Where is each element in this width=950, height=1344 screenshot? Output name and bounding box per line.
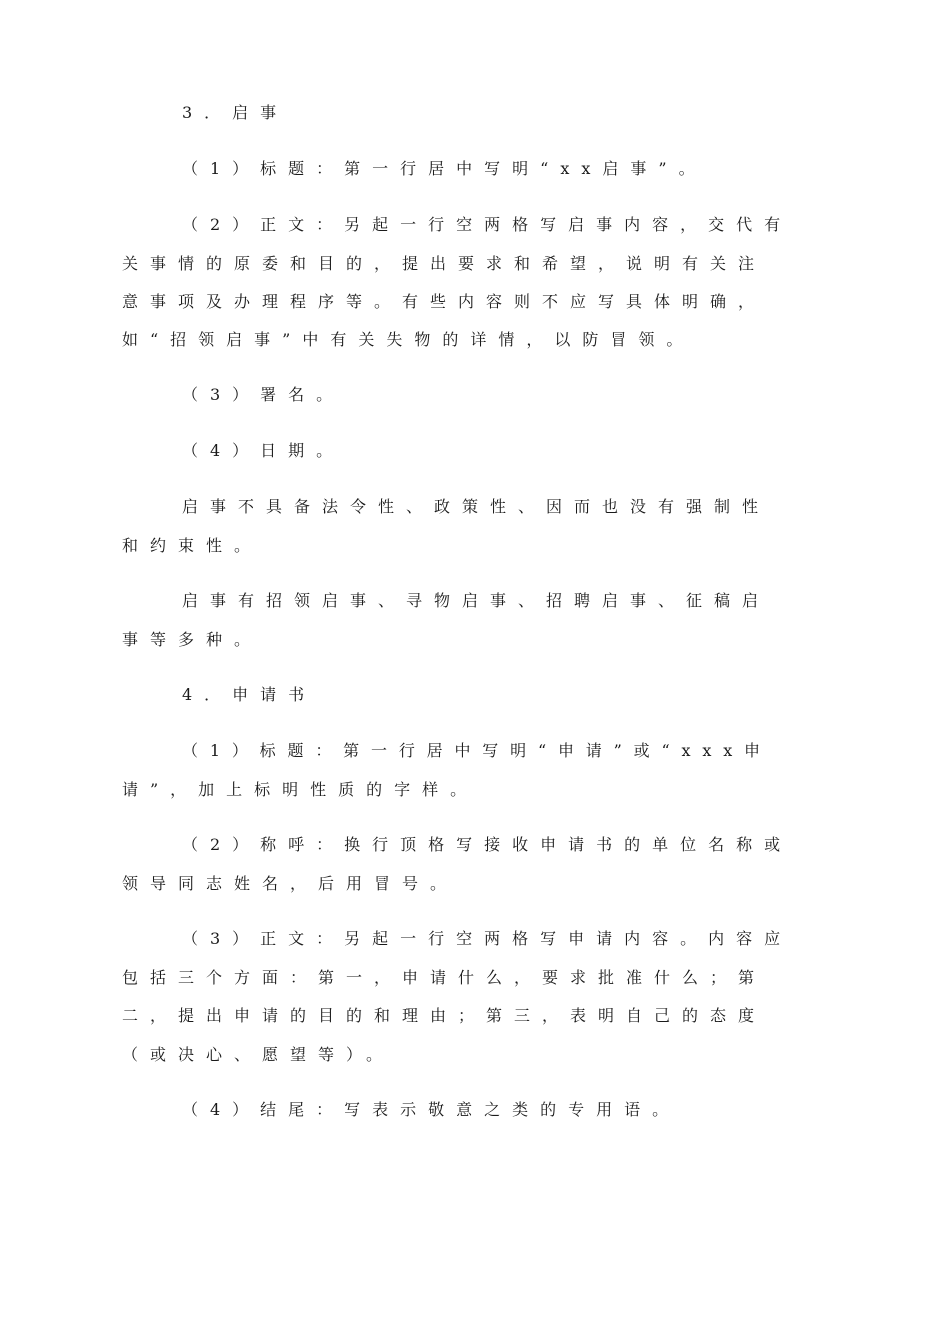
heading-shenqingshu: 4．申请书 (182, 685, 317, 704)
paragraph-line: （2）称呼：换行顶格写接收申请书的单位名称或 (182, 835, 793, 854)
paragraph-line: 和约束性。 (122, 536, 263, 555)
paragraph-line: 启事有招领启事、寻物启事、招聘启事、征稿启 (182, 591, 771, 610)
paragraph-line: 请”，加上标明性质的字样。 (122, 780, 479, 799)
paragraph-line: 意事项及办理程序等。有些内容则不应写具体明确， (122, 292, 767, 311)
paragraph-line: （3）正文：另起一行空两格写申请内容。内容应 (182, 929, 793, 948)
paragraph-line: 事等多种。 (122, 630, 263, 649)
paragraph-line: 关事情的原委和目的，提出要求和希望，说明有关注 (122, 254, 767, 273)
paragraph-line: 如“招领启事”中有关失物的详情，以防冒领。 (122, 330, 695, 349)
paragraph-line: （3）署名。 (182, 385, 345, 404)
paragraph-line: （1）标题：第一行居中写明“申请”或“xxx申 (182, 741, 772, 760)
paragraph-line: 包括三个方面：第一，申请什么，要求批准什么；第 (122, 968, 767, 987)
paragraph-line: （4）结尾：写表示敬意之类的专用语。 (182, 1100, 681, 1119)
paragraph-line: 启事不具备法令性、政策性、因而也没有强制性 (182, 497, 771, 516)
paragraph-line: 领导同志姓名，后用冒号。 (122, 874, 459, 893)
paragraph-line: （或决心、愿望等）。 (122, 1045, 395, 1064)
paragraph-line: 二，提出申请的目的和理由；第三，表明自己的态度 (122, 1006, 767, 1025)
heading-qishi: 3．启事 (182, 103, 289, 122)
paragraph-line: （4）日期。 (182, 441, 345, 460)
paragraph-line: （2）正文：另起一行空两格写启事内容，交代有 (182, 215, 793, 234)
paragraph-line: （1）标题：第一行居中写明“xx启事”。 (182, 159, 707, 178)
